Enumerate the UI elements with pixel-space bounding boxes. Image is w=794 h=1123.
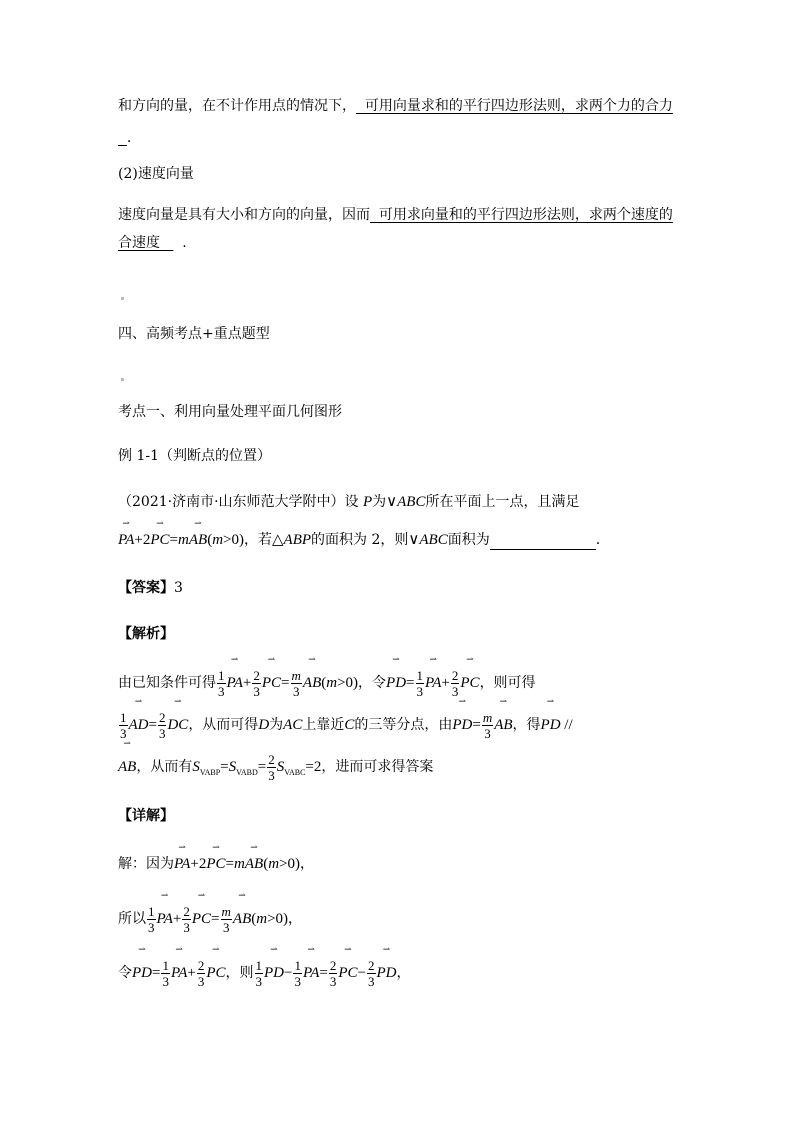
faint-mark <box>121 378 124 381</box>
force-vector-line-2: . <box>126 130 132 146</box>
analysis-label: 【解析】 <box>118 626 174 642</box>
section-four-heading: 四、高频考点+重点题型 <box>118 326 270 342</box>
force-rule-fill: 可用向量求和的平行四边形法则，求两个力的合力 <box>356 98 673 114</box>
detail-line-3: 令⇀ PD= $\frac{1}{3}$ ⇀ PA+ $\frac{2}{3}$ ⇀ PC，则 $\frac{1}{3}$ ⇀ PD− $\frac{1}{3}$ ⇀ PA= $\frac{2}{3}$ ⇀ PC− $\frac{2}{3}$ ⇀ PD， <box>118 956 411 990</box>
problem-line-1: （2021·济南市·山东师范大学附中）设 P为∨ABC所在平面上一点，且满足 <box>118 494 580 510</box>
kaodian-heading: 考点一、利用向量处理平面几何图形 <box>118 404 342 420</box>
analysis-line-2: $\frac{1}{3}$ ⇀ AD= $\frac{2}{3}$ ⇀ DC，从而可得D为AC上靠近C的三等分点，由⇀ PD= $\frac{m}{3}$ ⇀ AB，得⇀ PD // <box>118 708 573 742</box>
detail-label: 【详解】 <box>118 808 174 824</box>
detail-line-2: 所以 $\frac{1}{3}$ ⇀ PA+ $\frac{2}{3}$ ⇀ PC= $\frac{m}{3}$ ⇀ AB(m>0)， <box>118 902 302 936</box>
problem-line-2: ⇀ PA+2⇀ PC=m⇀ AB(m>0)，若△ABP的面积为 2，则∨ABC面积为 . <box>118 530 600 550</box>
faint-mark <box>121 297 124 300</box>
answer-line: 【答案】3 <box>118 580 183 596</box>
velocity-line-2: 合速度 . <box>118 235 187 251</box>
velocity-heading: (2)速度向量 <box>118 166 194 182</box>
velocity-line-1: 速度向量是具有大小和方向的向量，因而 可用求向量和的平行四边形法则，求两个速度的 <box>118 207 673 223</box>
analysis-line-3: ⇀ AB，从而有$S_{VABP}=S_{VABD}=$ $\frac{2}{3}$ $S_{VABC}=2$，进而可求得答案 <box>118 750 433 790</box>
example-title: 例 1-1（判断点的位置） <box>118 448 271 464</box>
answer-blank <box>490 535 596 550</box>
analysis-line-1: 由已知条件可得 $\frac{1}{3}$ ⇀ PA+ $\frac{2}{3}$ ⇀ PC= $\frac{m}{3}$ ⇀ AB(m>0)，令⇀ PD= $\frac{1}{3}$ ⇀ PA+ $\frac{2}{3}$ ⇀ PC，则可得 <box>118 666 536 700</box>
velocity-rule-fill: 可用求向量和的平行四边形法则，求两个速度的 <box>370 207 673 223</box>
force-vector-line: 和方向的量，在不计作用点的情况下， 可用向量求和的平行四边形法则，求两个力的合力 <box>118 98 673 114</box>
detail-line-1: 解：因为⇀ PA+2⇀ PC=m⇀ AB(m>0)， <box>118 854 314 874</box>
